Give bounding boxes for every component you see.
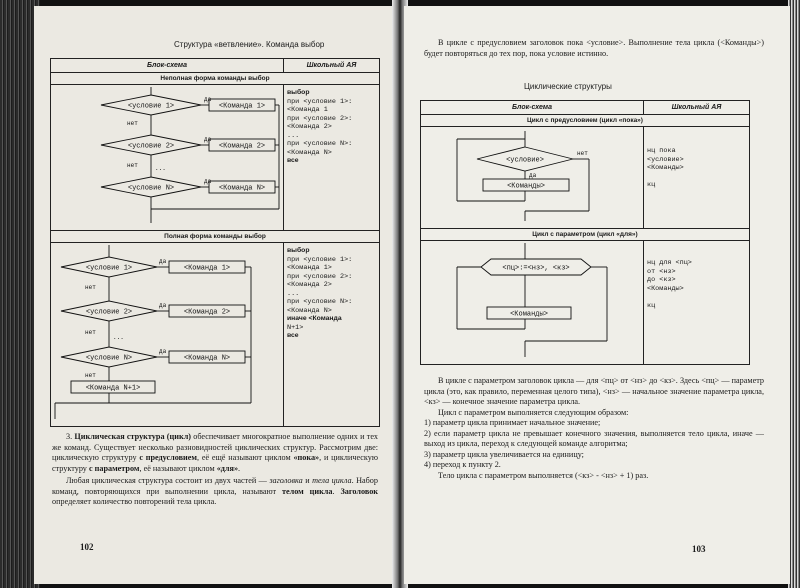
code-line: <условие>	[647, 155, 684, 164]
code-line: все	[287, 157, 299, 164]
code-line: кц	[647, 181, 656, 189]
col-header-flowchart: Блок-схема	[421, 101, 644, 115]
code-line: <Команда 2>	[287, 123, 332, 131]
code-line: выбор	[287, 247, 310, 254]
cmd-2: <Команда 2>	[218, 142, 266, 151]
code-line: <Команда N>	[287, 148, 332, 157]
paragraph: В цикле с параметром заголовок цикла — для <пц> от <нз> до <кз>. Здесь <пц> — параметр цикла (это, как правило, переменная целого типа), <нз> — начальное значение параметра цикла, <кз> — конечное значение параметра цикла.	[424, 376, 764, 406]
no-label: нет	[85, 372, 96, 379]
incomplete-form-heading: Неполная форма команды выбор	[51, 73, 380, 85]
code-line: при <условие N>:	[287, 298, 353, 306]
cond-1: <условие 1>	[85, 264, 133, 273]
for-loop-flowchart	[421, 241, 644, 365]
code-line: <Команда 1	[287, 106, 328, 114]
code-line: выбор	[287, 89, 310, 96]
yes-label: да	[159, 348, 167, 355]
cmd-n: <Команда N>	[218, 184, 266, 193]
loops-table	[420, 100, 750, 365]
complete-flowchart	[51, 243, 284, 427]
steps-list	[424, 418, 764, 471]
complete-code	[284, 243, 380, 427]
cond-n: <условие N>	[127, 184, 175, 193]
no-label: нет	[127, 120, 138, 127]
no-label: нет	[85, 284, 96, 291]
left-page	[34, 6, 396, 584]
cmd-n: <Команда N>	[183, 354, 231, 363]
branching-table	[50, 58, 380, 427]
no-label: нет	[85, 329, 96, 336]
code-line: при <условие 1>:	[287, 97, 353, 106]
while-condition: <условие>	[506, 156, 544, 165]
while-commands: <Команды>	[507, 182, 545, 191]
code-line: до <кз>	[647, 276, 676, 284]
list-item: 2) если параметр цикла не превышает конечного значения, выполняется тело цикла, иначе — выход из цикла, переход к следующей команде алгоритма;	[424, 428, 764, 448]
list-item: 1) параметр цикла принимает начальное значение;	[424, 418, 601, 427]
paragraph: Любая циклическая структура состоит из двух частей — заголовка и тела цикла. Набор команд, повторяющихся при выполнении цикла, называют телом цикла. Заголовок определяет количество повторений тела цикла.	[52, 476, 379, 506]
while-loop-flowchart	[421, 127, 644, 229]
for-loop-code	[644, 241, 750, 365]
no-label: нет	[577, 150, 588, 157]
code-line: при <условие 2>:	[287, 114, 353, 123]
yes-label: да	[159, 258, 167, 265]
code-line: <Команды>	[647, 284, 684, 293]
while-loop-heading: Цикл с предусловием (цикл «пока»)	[421, 115, 750, 127]
left-body-text	[52, 432, 378, 508]
yes-label: да	[204, 96, 212, 103]
code-line: нц для <пц>	[647, 259, 692, 267]
intro-text: В цикле с предусловием заголовок пока <условие>. Выполнение тела цикла (<Команды>) будет повторяться до тех пор, пока условие истинно.	[424, 38, 764, 58]
code-line: <Команды>	[647, 164, 684, 172]
code-line: ...	[287, 131, 300, 140]
code-line: от <нз>	[647, 267, 676, 276]
dots: ...	[155, 165, 166, 172]
cmd-1: <Команда 1>	[218, 102, 266, 111]
list-item: 4) переход к пункту 2.	[424, 460, 501, 469]
cond-2: <условие 2>	[85, 308, 133, 317]
paragraph: Цикл с параметром выполняется следующим образом:	[438, 407, 629, 417]
code-line: все	[287, 332, 299, 339]
page-number: 103	[692, 544, 706, 554]
list-item: 3) параметр цикла увеличивается на единицу;	[424, 449, 584, 459]
code-line: нц пока	[647, 147, 676, 155]
code-line: <Команда 1>	[287, 264, 332, 272]
incomplete-flowchart	[51, 85, 284, 231]
right-body-text	[424, 376, 764, 481]
complete-form-heading: Полная форма команды выбор	[51, 231, 380, 243]
section-heading: Циклические структуры	[524, 82, 612, 91]
yes-label: да	[204, 178, 212, 185]
code-line	[647, 293, 746, 302]
yes-label: да	[529, 172, 537, 179]
col-header-flowchart: Блок-схема	[51, 59, 284, 73]
code-line: кц	[647, 301, 656, 310]
while-loop-code	[644, 127, 750, 229]
yes-label: да	[204, 136, 212, 143]
cond-1: <условие 1>	[127, 102, 175, 111]
page-title: Структура «ветвление». Команда выбор	[174, 40, 325, 49]
incomplete-code	[284, 85, 380, 231]
code-line: при <условие 2>:	[287, 272, 353, 281]
col-header-school-lang: Школьный АЯ	[284, 59, 380, 73]
code-line: ...	[287, 289, 300, 298]
cmd-2: <Команда 2>	[183, 308, 231, 317]
code-line: N+1>	[287, 323, 304, 332]
for-header: <пц>:=<нз>, <кз>	[502, 264, 570, 273]
paragraph: Тело цикла с параметром выполняется (<кз> - <нз> + 1) раз.	[438, 470, 649, 480]
page-number: 102	[80, 542, 94, 552]
code-line: при <условие 1>:	[287, 255, 353, 264]
code-line: <Команда N>	[287, 306, 332, 315]
no-label: нет	[127, 162, 138, 169]
code-line: <Команда 2>	[287, 281, 332, 289]
cmd-1: <Команда 1>	[183, 264, 231, 273]
col-header-school-lang: Школьный АЯ	[644, 101, 750, 115]
dots: ...	[113, 334, 124, 341]
cond-n: <условие N>	[85, 354, 133, 363]
for-commands: <Команды>	[510, 310, 548, 319]
code-line: иначе <Команда	[287, 315, 342, 322]
paragraph: 3. Циклическая структура (цикл) обеспечивает многократное выполнение одних и тех же команд. Существует несколько разновидностей циклических структур. Рассмотрим две: циклическую структуру с предусловием, её ещё называют циклом «пока», и циклическую структуру с параметром, её называют циклом «для».	[52, 432, 378, 473]
right-page	[404, 6, 790, 584]
code-line: при <условие N>:	[287, 140, 353, 148]
code-line	[647, 173, 746, 182]
cmd-else: <Команда N+1>	[85, 384, 141, 393]
yes-label: да	[159, 302, 167, 309]
for-loop-heading: Цикл с параметром (цикл «для»)	[421, 229, 750, 241]
cond-2: <условие 2>	[127, 142, 175, 151]
